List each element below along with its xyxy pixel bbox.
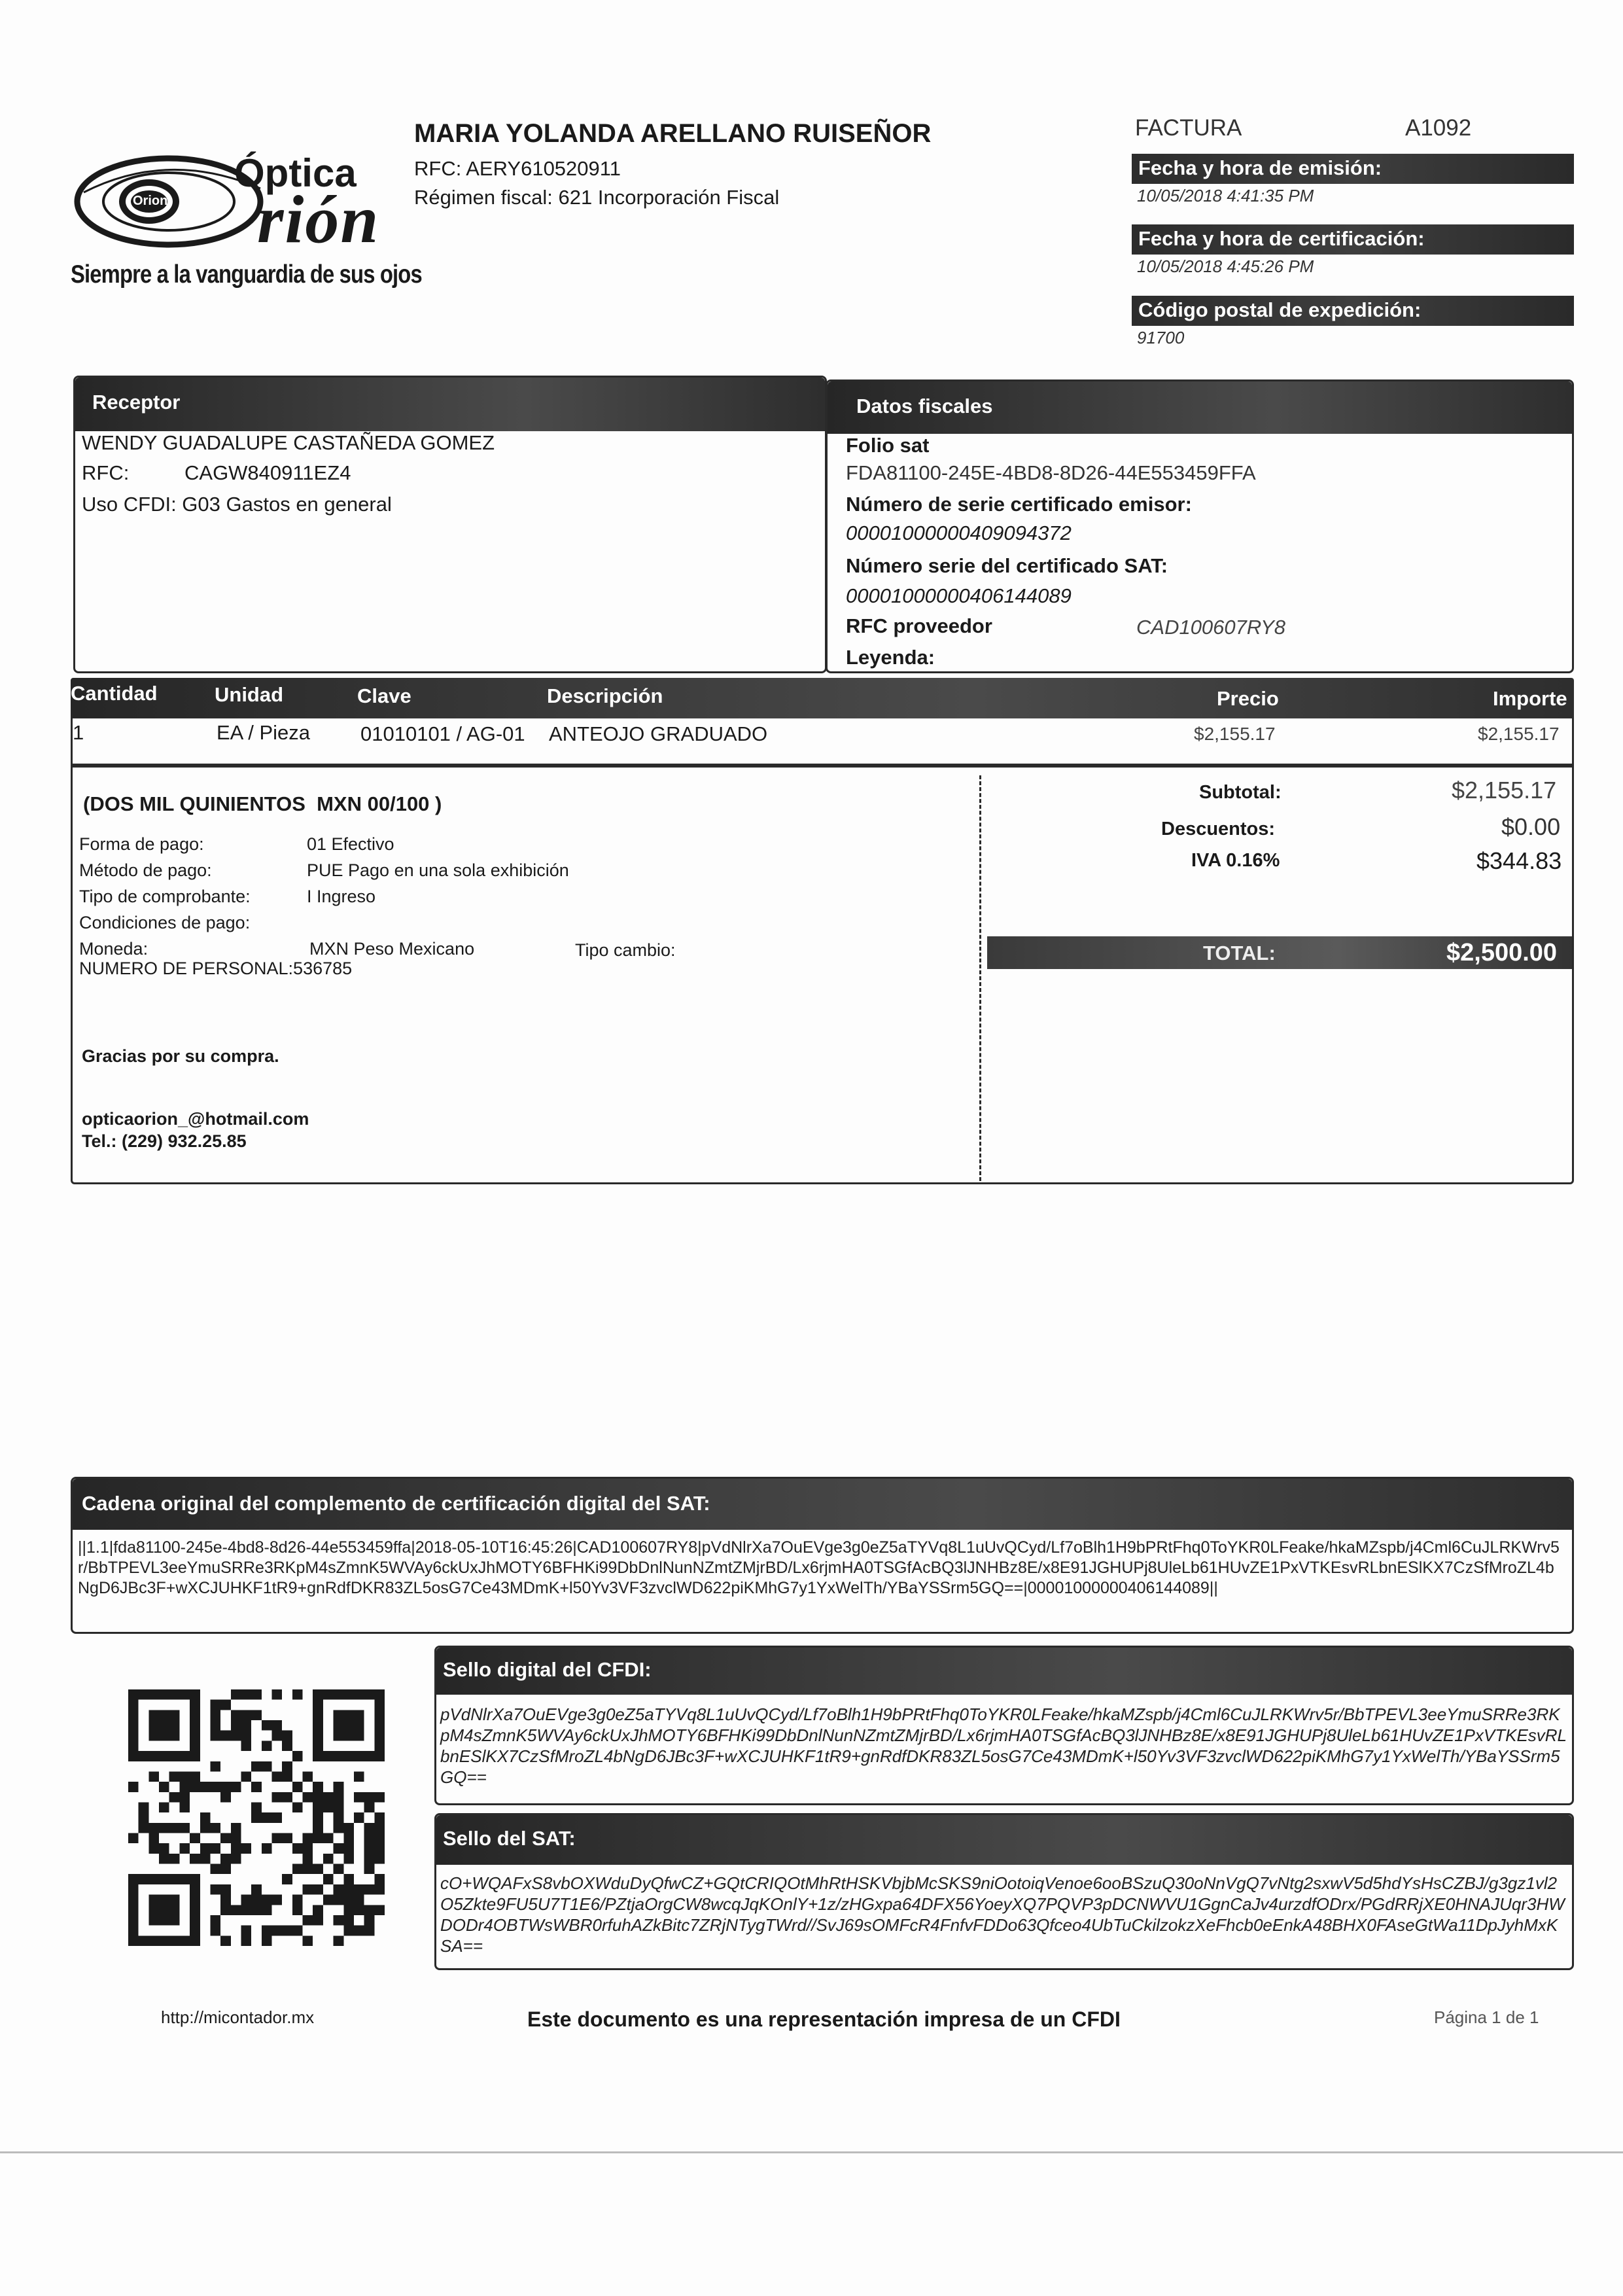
row-descripcion: ANTEOJO GRADUADO (549, 722, 768, 745)
forma-pago-value: 01 Efectivo (307, 834, 394, 854)
scan-edge-line (0, 2151, 1623, 2153)
folio-value: FDA81100-245E-4BD8-8D26-44E553459FFA (846, 461, 1256, 484)
contact-phone: Tel.: (229) 932.25.85 (82, 1131, 247, 1151)
forma-pago-label: Forma de pago: (79, 834, 204, 854)
cadena-text: ||1.1|fda81100-245e-4bd8-8d26-44e553459ffa|2018-05-10T16:45:26|CAD100607RY8|pVdNlrXa7OuEVge3g0eZ5aTYVq8L1uUvQCyd/Lf7oBlh1H9bPRtFhq0ToYKR0LFeake/hkaMZspb/j4Cml6CuJLRKWrv5r/BbTPEVL3eeYmuSRRe3RKpM4sZmnK5WVAy6ckUxJhMOTY6BFHKi99DbDnlNunNZmtZMjrBD/Lx6rjmHA0TSGfAcBQ3lJNHBz8E/x8E91JGHUPj8UleLb61HUvZE1PxVTKEsvRLbnESlKX7CzSfMroZL4bNgD6JBc3F+wXCJUHKF1tR9+gnRdfDKR83ZL5osG7Ce43MDmK+l50Yv3VF3zvclWD622piKMhG7y1YxWelTh/YBaYSSrm5GQ==|00001000000406144089|| (78, 1538, 1560, 1597)
items-table-header (71, 678, 1574, 718)
total-label: TOTAL: (1203, 942, 1276, 964)
serie-sat-label: Número serie del certificado SAT: (846, 554, 1168, 577)
subtotal-value: $2,155.17 (1452, 777, 1557, 804)
logo-inner-text: Orion (133, 194, 168, 208)
iva-value: $344.83 (1476, 847, 1562, 874)
numero-personal: NUMERO DE PERSONAL:536785 (79, 959, 353, 978)
qr-finder-pattern (133, 1879, 195, 1941)
qr-finder-pattern (318, 1695, 379, 1756)
issuer-name: MARIA YOLANDA ARELLANO RUISEÑOR (414, 119, 932, 148)
invoice-type: FACTURA (1135, 115, 1242, 141)
amount-in-words: (DOS MIL QUINIENTOS MXN 00/100 ) (83, 792, 442, 815)
serie-emisor-label: Número de serie certificado emisor: (846, 493, 1192, 516)
datos-fiscales-box (826, 380, 1574, 673)
table-row (71, 718, 1574, 766)
cadena-title: Cadena original del complemento de certificación digital del SAT: (73, 1479, 1572, 1530)
qr-code (128, 1689, 385, 1946)
tipo-comprobante-label: Tipo de comprobante: (79, 887, 251, 906)
datos-fiscales-title: Datos fiscales (828, 381, 1572, 434)
company-logo (71, 149, 422, 300)
invoice-number: A1092 (1405, 115, 1472, 141)
rfc-proveedor-label: RFC proveedor (846, 614, 992, 637)
logo-slogan: Siempre a la vanguardia de sus ojos (71, 260, 422, 289)
col-importe: Importe (1493, 687, 1567, 710)
col-cantidad: Cantidad (71, 682, 158, 705)
receptor-box (73, 376, 827, 673)
emision-label: Fecha y hora de emisión: (1132, 154, 1574, 184)
issuer-regimen: Régimen fiscal: 621 Incorporación Fiscal (414, 186, 780, 209)
col-precio: Precio (1217, 687, 1279, 710)
subtotal-label: Subtotal: (1199, 782, 1282, 803)
logo-brand-main: rión (257, 182, 380, 257)
receptor-title: Receptor (75, 378, 825, 431)
tipo-cambio-label: Tipo cambio: (575, 940, 676, 960)
col-descripcion: Descripción (547, 684, 663, 707)
summary-divider (979, 775, 981, 1181)
row-unidad: EA / Pieza (217, 721, 311, 744)
emision-value: 10/05/2018 4:41:35 PM (1137, 186, 1314, 205)
condiciones-pago-label: Condiciones de pago: (79, 913, 251, 932)
contact-email: opticaorion_@hotmail.com (82, 1109, 309, 1129)
moneda-label: Moneda: (79, 939, 148, 959)
total-value: $2,500.00 (1446, 939, 1558, 966)
rfc-proveedor-value: CAD100607RY8 (1136, 616, 1286, 639)
col-unidad: Unidad (215, 683, 284, 706)
total-bar (987, 936, 1572, 969)
sello-sat-box (434, 1813, 1574, 1970)
issuer-rfc: RFC: AERY610520911 (414, 157, 621, 180)
moneda-value: MXN Peso Mexicano (309, 939, 475, 959)
receptor-rfc-label: RFC: (82, 461, 130, 484)
footer-url: http://micontador.mx (161, 2007, 315, 2027)
sello-sat-text: cO+WQAFxS8vbOXWduDyQfwCZ+GQtCRIQOtMhRtHSKVbjbMcSKS9niOotoiqVenoe6ooBSzuQ30oNnVgQ7vNtg2sxwV5d5hdYsHsCZBJ/g3gz1vl2O5Zkte9FU5U7T1E6/PZtjaOrgCW8wcqJqKOnlY+1z/zHGxpa64DFX56YoeyXQ7PQVP3pDCNWVU1GgnCaJv4urzdfODrx/PGdRRjXE0HNAJUqr3HWDODr4OBTWsWBR0rfuhAZkBitc7ZRjNTygTWrd//SvJ69sOMFcR4FnfvFDDo63Qfceo4UbTuCkilzokzXeFhcb0eEnkA48BHX0FAseGtWa11DpJyhMxKSA== (440, 1873, 1565, 1956)
col-clave: Clave (357, 684, 411, 707)
footer-statement: Este documento es una representación impresa de un CFDI (527, 2007, 1121, 2031)
metodo-pago-value: PUE Pago en una sola exhibición (307, 860, 569, 880)
tipo-comprobante-value: I Ingreso (307, 887, 376, 906)
row-clave: 01010101 / AG-01 (360, 722, 525, 745)
certificacion-label: Fecha y hora de certificación: (1132, 224, 1574, 255)
cadena-box (71, 1477, 1574, 1634)
summary-box (71, 766, 1574, 1184)
iva-label: IVA 0.16% (1191, 850, 1280, 871)
sello-cfdi-box (434, 1646, 1574, 1805)
receptor-rfc-value: CAGW840911EZ4 (184, 461, 351, 484)
leyenda-label: Leyenda: (846, 646, 935, 669)
row-importe: $2,155.17 (1478, 724, 1560, 744)
descuentos-label: Descuentos: (1161, 819, 1276, 839)
metodo-pago-label: Método de pago: (79, 860, 212, 880)
serie-sat-value: 00001000000406144089 (846, 584, 1072, 607)
cp-label: Código postal de expedición: (1132, 296, 1574, 326)
cp-value: 91700 (1137, 328, 1185, 347)
descuentos-value: $0.00 (1501, 813, 1561, 840)
sello-cfdi-title: Sello digital del CFDI: (436, 1648, 1572, 1695)
certificacion-value: 10/05/2018 4:45:26 PM (1137, 256, 1314, 276)
footer-page: Página 1 de 1 (1434, 2007, 1539, 2027)
receptor-uso-cfdi: Uso CFDI: G03 Gastos en general (82, 493, 392, 516)
serie-emisor-value: 00001000000409094372 (846, 521, 1072, 544)
sello-sat-title: Sello del SAT: (436, 1815, 1572, 1865)
sello-cfdi-text: pVdNlrXa7OuEVge3g0eZ5aTYVq8L1uUvQCyd/Lf7oBlh1H9bPRtFhq0ToYKR0LFeake/hkaMZspb/j4Cml6CuJLRKWrv5r/BbTPEVL3eeYmuSRRe3RKpM4sZmnK5WVAy6ckUxJhMOTY6BFHKi99DbDnlNunNZmtZMjrBD/Lx6rjmHA0TSGfAcBQ3lJNHBz8E/x8E91JGHUPj8UleLb61HUvZE1PxVTKEsvRLbnESlKX7CzSfMroZL4bNgD6JBc3F+wXCJUHKF1tR9+gnRdfDKR83ZL5osG7Ce43MDmK+l50Yv3VF3zvclWD622piKMhG7y1YxWelTh/YBaYSSrm5GQ== (440, 1704, 1567, 1787)
gracias-text: Gracias por su compra. (82, 1046, 279, 1066)
row-precio: $2,155.17 (1194, 724, 1276, 744)
folio-label: Folio sat (846, 434, 930, 457)
qr-finder-pattern (133, 1695, 195, 1756)
row-cantidad: 1 (73, 721, 84, 744)
receptor-name: WENDY GUADALUPE CASTAÑEDA GOMEZ (82, 431, 495, 454)
logo-brand-top: Óptica (234, 151, 357, 195)
